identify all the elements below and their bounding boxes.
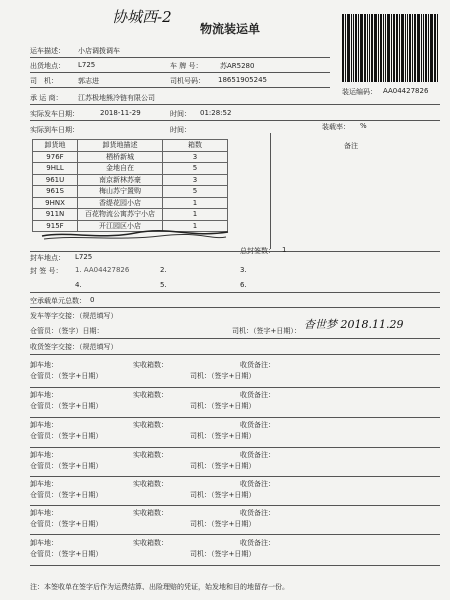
driver-value: 郭志进	[78, 77, 99, 85]
stop-remark-label: 收货备注：	[240, 391, 275, 399]
desc-value: 小店调拨调车	[78, 47, 120, 55]
stop-unload-label: 卸车地：	[30, 539, 58, 547]
arrive-label: 实际到车日期：	[30, 126, 79, 134]
stop-driver-label: 司机：（签字+日期）	[190, 402, 256, 410]
col-header-desc: 卸货地描述	[78, 140, 163, 152]
load-code-value: AA04427826	[383, 87, 429, 95]
seal-value-1: 1. AA04427826	[75, 266, 130, 274]
stop-count-label: 实收箱数：	[133, 480, 168, 488]
table-row	[33, 151, 228, 163]
cell-desc: 梅山苏宁置购	[78, 186, 163, 198]
divider	[30, 354, 440, 355]
divider	[30, 120, 440, 121]
stop-remark-label: 收货备注：	[240, 480, 275, 488]
handwritten-title: 协城西-2	[112, 8, 172, 26]
divider	[30, 505, 440, 506]
stop-count-label: 实收箱数：	[133, 421, 168, 429]
divider	[30, 338, 440, 339]
cell-boxes: 5	[163, 186, 228, 198]
col-header-boxes: 箱数	[163, 140, 228, 152]
table-row	[33, 197, 228, 209]
receive-handover-title: 收货签字交接：（规范填写）	[30, 343, 118, 351]
cell-boxes: 1	[163, 197, 228, 209]
table-row	[33, 163, 228, 175]
driver-handover-title: 发车等字交接：（规范填写）	[30, 312, 118, 320]
stop-unload-label: 卸车地：	[30, 361, 58, 369]
col-header-unload: 卸货地	[33, 140, 78, 152]
empty-units-label: 空承载单元总数：	[30, 297, 86, 305]
depart-time-label: 时间：	[170, 110, 191, 118]
carrier-value: 江苏极地熊冷链有限公司	[78, 94, 155, 102]
cell-desc: 金地自在	[78, 163, 163, 175]
divider	[30, 476, 440, 477]
stop-driver-label: 司机：（签字+日期）	[190, 372, 256, 380]
stop-count-label: 实收箱数：	[133, 391, 168, 399]
depart-date: 2018-11-29	[100, 109, 141, 117]
depart-time: 01:28:52	[200, 109, 232, 117]
stop-driver-label: 司机：（签字+日期）	[190, 550, 256, 558]
divider	[270, 133, 271, 249]
divider	[30, 104, 440, 105]
divider	[30, 57, 330, 58]
cell-unload: 9HLL	[33, 163, 78, 175]
doc-title: 物流装运单	[200, 22, 261, 36]
stop-keeper-label: 仓管员：（签字+日期）	[30, 402, 103, 410]
seal-point-label: 封车地点：	[30, 254, 65, 262]
divider	[30, 387, 440, 388]
cell-desc: 香缇花园小店	[78, 197, 163, 209]
arrive-time-label: 时间：	[170, 126, 191, 134]
cargo-table-header-row	[33, 140, 228, 152]
seal-value-4: 4.	[75, 281, 82, 289]
table-row	[33, 186, 228, 198]
stop-keeper-label: 仓管员：（签字+日期）	[30, 462, 103, 470]
divider	[30, 87, 330, 88]
stop-remark-label: 收货备注：	[240, 509, 275, 517]
col-header-remark: 备注	[344, 142, 358, 150]
cargo-table	[32, 139, 228, 232]
carrier-label: 承 运 商：	[30, 94, 63, 102]
stop-remark-label: 收货备注：	[240, 361, 275, 369]
cell-unload: 9HNX	[33, 197, 78, 209]
stop-unload-label: 卸车地：	[30, 480, 58, 488]
stop-count-label: 实收箱数：	[133, 361, 168, 369]
divider	[30, 292, 440, 293]
cell-boxes: 3	[163, 151, 228, 163]
divider	[30, 565, 440, 566]
stop-count-label: 实收箱数：	[133, 509, 168, 517]
cell-desc: 栖桥新城	[78, 151, 163, 163]
cell-unload: 976F	[33, 151, 78, 163]
scribble-mark	[40, 228, 230, 242]
load-code-label: 装运编码：	[342, 88, 377, 96]
stop-driver-label: 司机：（签字+日期）	[190, 432, 256, 440]
stop-driver-label: 司机：（签字+日期）	[190, 462, 256, 470]
cell-boxes: 1	[163, 209, 228, 221]
stop-keeper-label: 仓管员：（签字+日期）	[30, 432, 103, 440]
load-rate-unit: %	[360, 122, 367, 130]
stop-unload-label: 卸车地：	[30, 509, 58, 517]
divider	[30, 534, 440, 535]
stop-keeper-label: 仓管员：（签字+日期）	[30, 550, 103, 558]
phone-label: 司机号码：	[170, 77, 205, 85]
cell-unload: 961S	[33, 186, 78, 198]
depart-label: 实际发车日期：	[30, 110, 79, 118]
stop-count-label: 实收箱数：	[133, 539, 168, 547]
desc-label: 运车描述：	[30, 47, 65, 55]
stop-unload-label: 卸车地：	[30, 391, 58, 399]
stop-unload-label: 卸车地：	[30, 421, 58, 429]
seal-point-value: L725	[75, 253, 93, 261]
empty-units-value: 0	[90, 296, 95, 304]
cell-desc: 开江园区小店	[78, 220, 163, 232]
barcode-image	[342, 14, 439, 82]
stop-remark-label: 收货备注：	[240, 539, 275, 547]
phone-value: 18651905245	[218, 76, 267, 84]
driver-signature: 杳世梦 2018.11.29	[304, 318, 404, 331]
seal-value-2: 2.	[160, 266, 167, 274]
driver-handover-driver: 司机：（签字+日期）：	[232, 327, 301, 335]
stop-count-label: 实收箱数：	[133, 451, 168, 459]
seal-no-label: 封 签 号：	[30, 267, 63, 275]
cell-desc: 百花物流公寓苏宁小店	[78, 209, 163, 221]
origin-label: 出货地点：	[30, 62, 65, 70]
origin-value: L725	[78, 61, 96, 69]
driver-handover-keeper: 仓管员：（签字）日期：	[30, 327, 104, 335]
stop-driver-label: 司机：（签字+日期）	[190, 491, 256, 499]
stop-keeper-label: 仓管员：（签字+日期）	[30, 520, 103, 528]
seal-value-5: 5.	[160, 281, 167, 289]
plate-label: 车 牌 号：	[170, 62, 203, 70]
driver-label: 司 机：	[30, 77, 58, 85]
stop-keeper-label: 仓管员：（签字+日期）	[30, 491, 103, 499]
cell-desc: 南京新林苏豪	[78, 174, 163, 186]
divider	[30, 417, 440, 418]
seal-value-3: 3.	[240, 266, 247, 274]
stop-unload-label: 卸车地：	[30, 451, 58, 459]
stop-remark-label: 收货备注：	[240, 421, 275, 429]
stop-keeper-label: 仓管员：（签字+日期）	[30, 372, 103, 380]
stop-remark-label: 收货备注：	[240, 451, 275, 459]
stop-driver-label: 司机：（签字+日期）	[190, 520, 256, 528]
total-seal-label: 总封签数：	[240, 247, 275, 255]
divider	[30, 447, 440, 448]
table-row	[33, 209, 228, 221]
cell-unload: 961U	[33, 174, 78, 186]
cell-unload: 911N	[33, 209, 78, 221]
table-row	[33, 174, 228, 186]
divider	[30, 72, 330, 73]
divider	[30, 307, 440, 308]
cell-boxes: 3	[163, 174, 228, 186]
cell-unload: 915F	[33, 220, 78, 232]
footer-note: 注：本签收单在签字后作为运费结算、出险理赔的凭证，始发地和目的地留存一份。	[30, 583, 289, 591]
seal-value-6: 6.	[240, 281, 247, 289]
total-seal-value: 1	[282, 246, 287, 254]
plate-value: 苏AR5280	[220, 62, 255, 70]
cell-boxes: 5	[163, 163, 228, 175]
cell-boxes: 1	[163, 220, 228, 232]
load-rate-label: 装载率：	[322, 123, 350, 131]
divider	[30, 251, 440, 252]
